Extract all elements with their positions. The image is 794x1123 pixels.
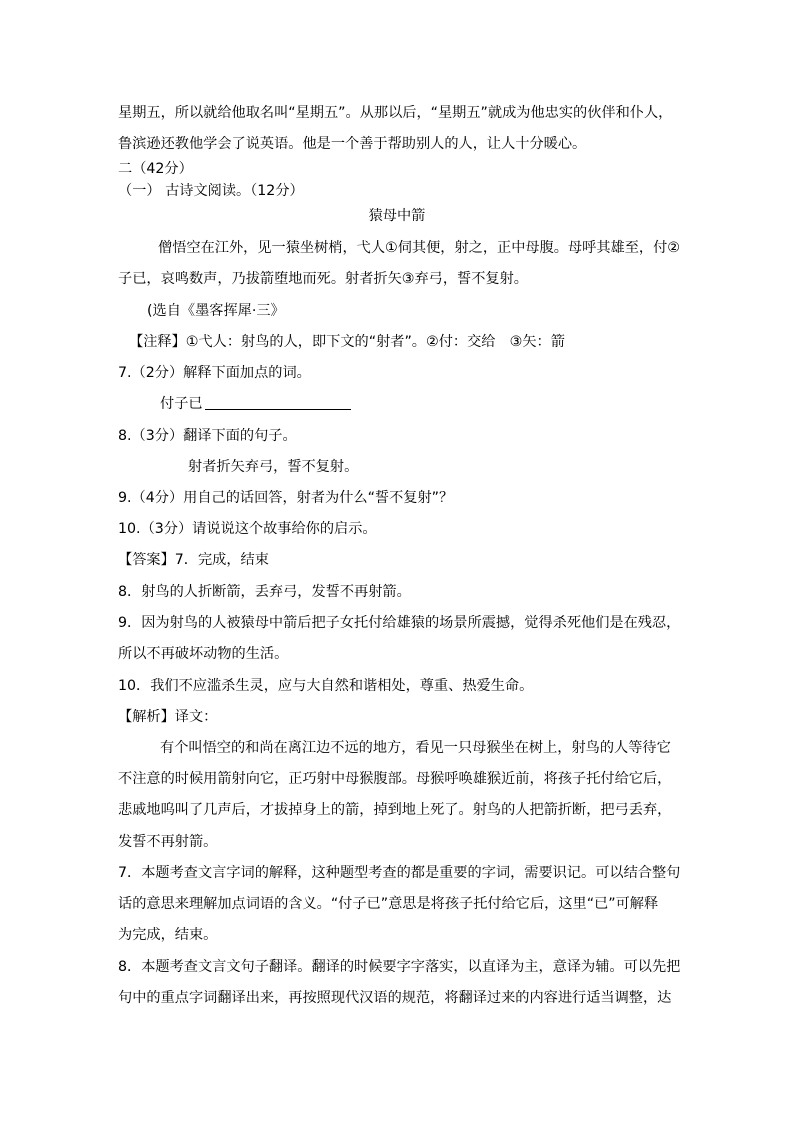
answer-line-1: 【答案】7．完成，结束 xyxy=(118,552,269,568)
question-7-term: 付子已 xyxy=(160,396,203,412)
question-8: 8.（3分）翻译下面的句子。 xyxy=(118,428,297,444)
passage-line-1: 僧悟空在江外，见一猿坐树梢，弋人①伺其便，射之，正中母腹。母呼其雄至，付② xyxy=(158,240,681,256)
answer-line-2: 8．射鸟的人折断箭，丢弃弓，发誓不再射箭。 xyxy=(118,584,411,600)
explanation-line-3: 为完成，结束。 xyxy=(118,927,218,943)
analysis-label: 【解析】译文： xyxy=(118,709,218,725)
explanation-line-5: 句中的重点字词翻译出来，再按照现代汉语的规范，将翻译过来的内容进行适当调整，达 xyxy=(118,990,672,1006)
intro-line-2: 鲁滨逊还教他学会了说英语。他是一个善于帮助别人的人，让人十分暖心。 xyxy=(118,136,587,152)
translation-line-3: 悲戚地呜叫了几声后，才拔掉身上的箭，掉到地上死了。射鸟的人把箭折断，把弓丢弃， xyxy=(118,802,672,818)
answer-line-4: 所以不再破坏动物的生活。 xyxy=(118,646,289,662)
question-9: 9.（4分）用自己的话回答，射者为什么“誓不复射”？ xyxy=(118,490,454,506)
subsection-heading: （一） 古诗文阅读。（12分） xyxy=(118,183,304,199)
section-heading: 二（42分） xyxy=(118,161,193,177)
answer-blank xyxy=(205,408,351,410)
translation-line-1: 有个叫悟空的和尚在离江边不远的地方，看见一只母猴坐在树上，射鸟的人等待它 xyxy=(160,740,671,756)
poem-title: 猿母中箭 xyxy=(368,208,426,224)
passage-line-2: 子已，哀鸣数声，乃拔箭堕地而死。射者折矢③弃弓，誓不复射。 xyxy=(118,271,528,287)
annotation-notes: 【注释】①弋人：射鸟的人，即下文的“射者”。②付：交给 ③矢：箭 xyxy=(129,334,565,350)
question-7-item xyxy=(160,395,351,413)
answer-line-3: 9．因为射鸟的人被猿母中箭后把子女托付给雄猿的场景所震撼，觉得杀死他们是在残忍， xyxy=(118,615,681,631)
explanation-line-4: 8．本题考查文言文句子翻译。翻译的时候要字字落实，以直译为主，意译为辅。可以先把 xyxy=(118,959,681,975)
explanation-line-1: 7．本题考查文言字词的解释，这种题型考查的都是重要的字词，需要识记。可以结合整句 xyxy=(118,865,681,881)
passage-source: (选自《墨客挥犀·三》 xyxy=(147,303,285,319)
question-7: 7.（2分）解释下面加点的词。 xyxy=(118,365,311,381)
translation-line-4: 发誓不再射箭。 xyxy=(118,834,218,850)
explanation-line-2: 话的意思来理解加点词语的含义。“付子已”意思是将孩子托付给它后，这里“已”可解释 xyxy=(118,896,659,912)
intro-line-1: 星期五，所以就给他取名叫“星期五”。从那以后，“星期五”就成为他忠实的伙伴和仆人， xyxy=(118,105,673,121)
translation-line-2: 不注意的时候用箭射向它，正巧射中母猴腹部。母猴呼唤雄猴近前，将孩子托付给它后， xyxy=(118,771,672,787)
question-10: 10.（3分）请说说这个故事给你的启示。 xyxy=(118,521,377,537)
answer-line-5: 10．我们不应滥杀生灵，应与大自然和谐相处，尊重、热爱生命。 xyxy=(118,678,534,694)
question-8-item: 射者折矢弃弓，誓不复射。 xyxy=(188,459,359,475)
